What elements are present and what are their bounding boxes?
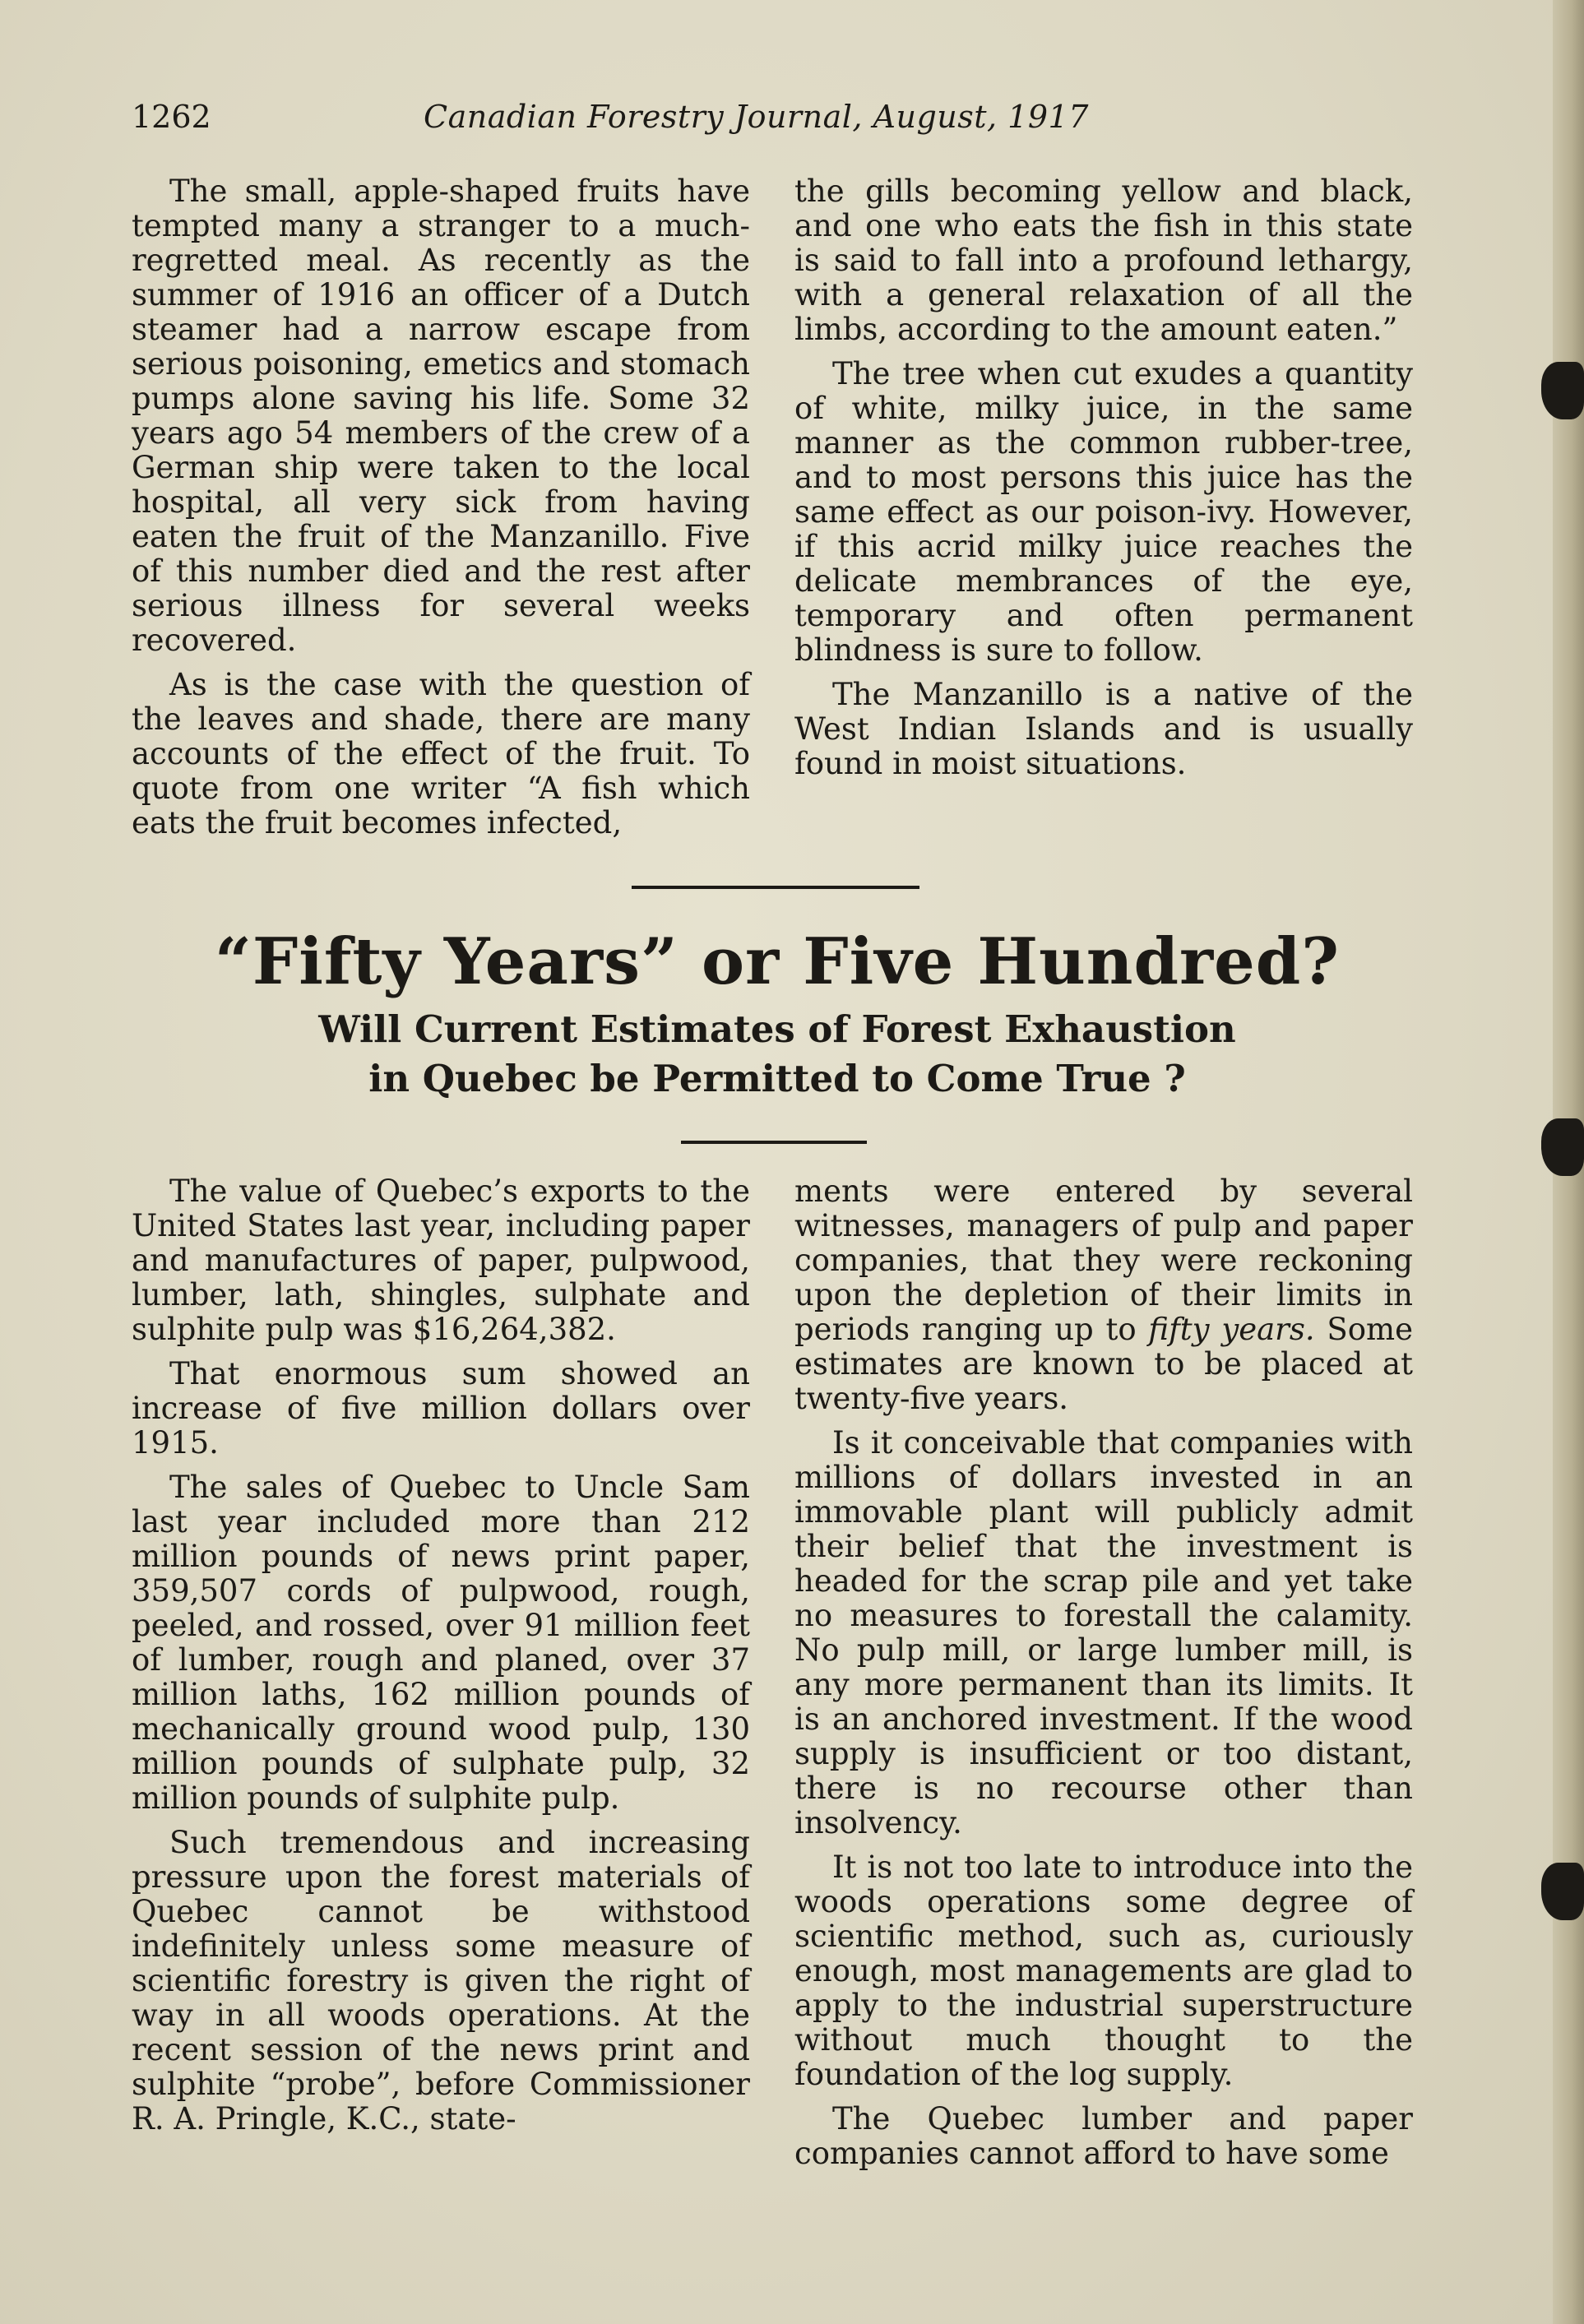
page-number: 1262 (132, 99, 211, 135)
page-header (132, 92, 1423, 141)
binding-hole (1541, 362, 1584, 419)
text-run: Some estimates are known to be placed at twenty-five years. (794, 1312, 1413, 1416)
article-title: “Fifty Years” or Five Hundred? (214, 924, 1341, 999)
paragraph: As is the case with the question of the leaves and shade, there are many accounts of the effect of the fruit. To quote from one writer “A fish which eats the fruit becomes infected, (132, 667, 750, 840)
emphasis: fifty years. (1148, 1312, 1315, 1347)
top-left-column (132, 174, 750, 850)
divider-rule (681, 1141, 867, 1144)
paragraph: The tree when cut exudes a quantity of white, milky juice, in the same manner as the common rubber-tree, and to most persons this juice has the same effect as our poison-ivy. However, if this acrid milky juice reaches the delicate membrances of the eye, temporary and often permanent blindness is sure to follow. (794, 356, 1413, 668)
paragraph: The Quebec lumber and paper companies cannot afford to have some (794, 2101, 1413, 2171)
paragraph: Is it conceivable that companies with millions of dollars invested in an immovable plant will publicly admit their belief that the investment is headed for the scrap pile and yet take no measures to forestall the calamity. No pulp mill, or large lumber mill, is any more permanent than its limits. It is an anchored investment. If the wood supply is insufficient or too distant, there is no recourse other than insolvency. (794, 1425, 1413, 1840)
article-left-column (132, 1174, 750, 2146)
top-right-column (794, 174, 1413, 791)
paragraph: The value of Quebec’s exports to the United States last year, including paper and manufactures of paper, pulpwood, lumber, lath, shingles, sulphate and sulphite pulp was $16,264,382. (132, 1174, 750, 1347)
paragraph: Such tremendous and increasing pressure upon the forest materials of Quebec cannot be withstood indefinitely unless some measure of scientific forestry is given the right of way in all woods operations. At the recent session of the news print and sulphite “probe”, before Commissioner R. A. Pringle, K.C., state- (132, 1825, 750, 2137)
binding-hole (1541, 1863, 1584, 1920)
binding-hole (1541, 1118, 1584, 1176)
paragraph: The sales of Quebec to Uncle Sam last year included more than 212 million pounds of news print paper, 359,507 cords of pulpwood, rough, peeled, and rossed, over 91 million feet of lumber, rough and planed, over 37 million laths, 162 million pounds of mechanically ground wood pulp, 130 million pounds of sulphate pulp, 32 million pounds of sulphite pulp. (132, 1470, 750, 1816)
paragraph: the gills becoming yellow and black, and one who eats the fish in this state is said to fall into a profound lethargy, with a general relaxation of all the limbs, according to the amount eaten.” (794, 174, 1413, 347)
article-right-column (794, 1174, 1413, 2181)
paragraph: That enormous sum showed an increase of five million dollars over 1915. (132, 1356, 750, 1461)
text-run: ments were entered by several witnesses, managers of pulp and paper companies, that they were reckoning upon the depletion of their limits in periods ranging up to (794, 1174, 1413, 1347)
divider-rule (632, 886, 919, 889)
article-subtitle (214, 1005, 1341, 1104)
paragraph (794, 1174, 1413, 1416)
subtitle-line: Will Current Estimates of Forest Exhaustion (318, 1007, 1236, 1051)
paragraph: The small, apple-shaped fruits have tempted many a stranger to a much-regretted meal. As recently as the summer of 1916 an officer of a Dutch steamer had a narrow escape from serious poisoning, emetics and stomach pumps alone saving his life. Some 32 years ago 54 members of the crew of a German ship were taken to the local hospital, all very sick from having eaten the fruit of the Manzanillo. Five of this number died and the rest after serious illness for several weeks recovered. (132, 174, 750, 658)
paragraph: The Manzanillo is a native of the West Indian Islands and is usually found in moist situations. (794, 677, 1413, 781)
paragraph: It is not too late to introduce into the woods operations some degree of scientific method, such as, curiously enough, most managements are glad to apply to the industrial superstructure without much thought to the foundation of the log supply. (794, 1849, 1413, 2092)
subtitle-line: in Quebec be Permitted to Come True ? (368, 1057, 1186, 1100)
running-head: Canadian Forestry Journal, August, 1917 (424, 99, 1089, 135)
